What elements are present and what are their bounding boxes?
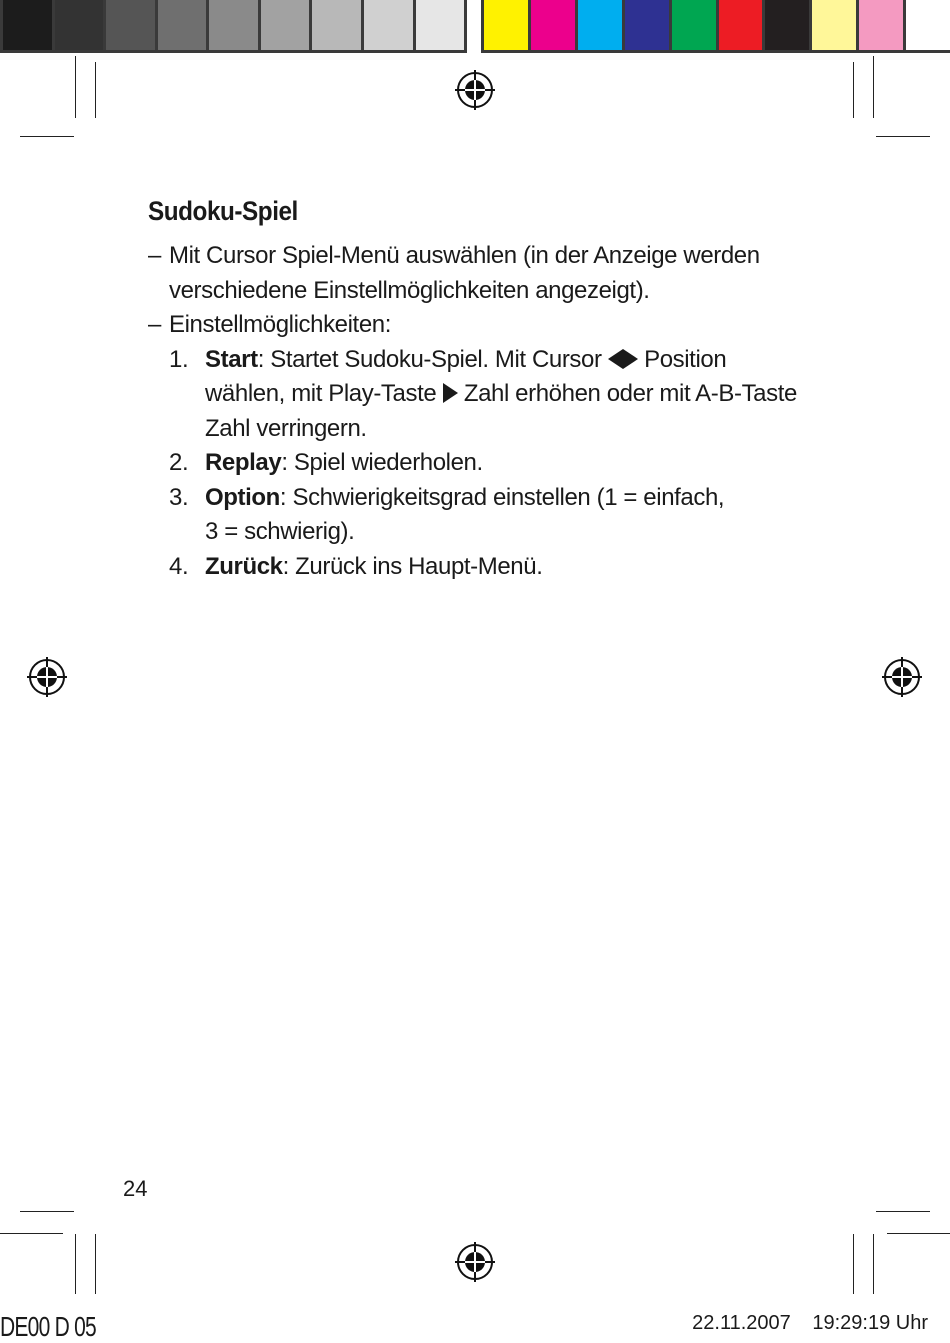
section-title: Sudoku-Spiel: [148, 196, 298, 226]
gray-swatch: [158, 0, 210, 50]
numbered-list: [148, 343, 848, 585]
crop-mark: [873, 56, 874, 118]
page-number: 24: [123, 1176, 148, 1201]
item-text: : Schwierigkeitsgrad einstellen (1 = einfach,: [279, 483, 725, 511]
gray-swatch: [55, 0, 107, 50]
item-label: Zurück: [205, 552, 283, 580]
footer-timestamp: [676, 1312, 928, 1335]
footer-time: 19:29:19 Uhr: [812, 1312, 928, 1334]
list-item: [169, 481, 848, 550]
registration-mark-icon: [453, 68, 497, 112]
gray-swatch: [416, 0, 465, 50]
crop-mark: [95, 1234, 96, 1294]
crop-mark: [20, 1211, 74, 1212]
dash-bullet: –: [148, 242, 161, 269]
color-swatch: [906, 0, 950, 50]
color-swatch: [531, 0, 578, 50]
bullet-text: Einstellmöglichkeiten:: [169, 311, 391, 338]
crop-mark: [873, 1234, 874, 1294]
color-swatch: [578, 0, 625, 50]
crop-mark: [75, 1234, 76, 1294]
cursor-left-icon: [608, 349, 623, 369]
color-swatch: [672, 0, 719, 50]
item-text: : Spiel wiederholen.: [281, 449, 483, 476]
item-text: 3 = schwierig).: [205, 518, 355, 545]
grayscale-colorbar: [0, 0, 467, 53]
registration-mark-icon: [453, 1240, 497, 1284]
document-content: [148, 196, 848, 584]
item-number: 4.: [169, 552, 189, 580]
list-item: [148, 239, 848, 308]
item-text: wählen, mit Play-Taste: [205, 380, 443, 407]
crop-mark: [853, 1234, 854, 1294]
crop-mark: [876, 136, 930, 137]
color-colorbar: [481, 0, 950, 53]
color-swatch: [484, 0, 531, 50]
item-number: 2.: [169, 449, 189, 476]
color-swatch: [719, 0, 766, 50]
cursor-right-icon: [623, 349, 638, 369]
gray-swatch: [312, 0, 364, 50]
color-swatch: [859, 0, 906, 50]
instructions: [148, 239, 848, 584]
bullet-text: Mit Cursor Spiel-Menü auswählen (in der Anzeige werden verschiedene Einstellmöglichkeiten angezeigt).: [169, 242, 760, 304]
gray-swatch: [364, 0, 416, 50]
gray-swatch: [106, 0, 158, 50]
crop-mark: [75, 56, 76, 118]
item-label: Start: [205, 345, 258, 373]
item-text: Zahl verringern.: [205, 414, 367, 442]
crop-mark: [887, 1233, 950, 1234]
footer-date: 22.11.2007: [692, 1312, 791, 1334]
registration-mark-icon: [880, 655, 924, 699]
item-text: : Startet Sudoku-Spiel. Mit Cursor: [257, 345, 608, 373]
crop-mark: [876, 1211, 930, 1212]
item-text: Zahl erhöhen oder mit A-B-Taste: [457, 380, 797, 407]
item-label: Replay: [205, 449, 282, 476]
list-item: [148, 308, 848, 343]
list-item: [169, 446, 848, 481]
color-swatch: [625, 0, 672, 50]
gray-swatch: [261, 0, 313, 50]
item-number: 3.: [169, 483, 189, 511]
color-swatch: [765, 0, 812, 50]
footer-file-label: DE00 D 05: [0, 1311, 96, 1342]
item-text: : Zurück ins Haupt-Menü.: [282, 552, 543, 580]
crop-mark: [95, 62, 96, 118]
registration-mark-icon: [25, 655, 69, 699]
item-number: 1.: [169, 345, 189, 373]
crop-mark: [853, 62, 854, 118]
gray-swatch: [209, 0, 261, 50]
dash-bullet: –: [148, 311, 161, 338]
crop-mark: [0, 1233, 63, 1234]
gray-swatch: [3, 0, 55, 50]
item-label: Option: [205, 483, 280, 511]
crop-mark: [20, 136, 74, 137]
color-swatch: [812, 0, 859, 50]
play-icon: [443, 383, 458, 403]
list-item: [169, 343, 848, 447]
list-item: [169, 550, 848, 585]
item-text: Position: [637, 345, 727, 373]
